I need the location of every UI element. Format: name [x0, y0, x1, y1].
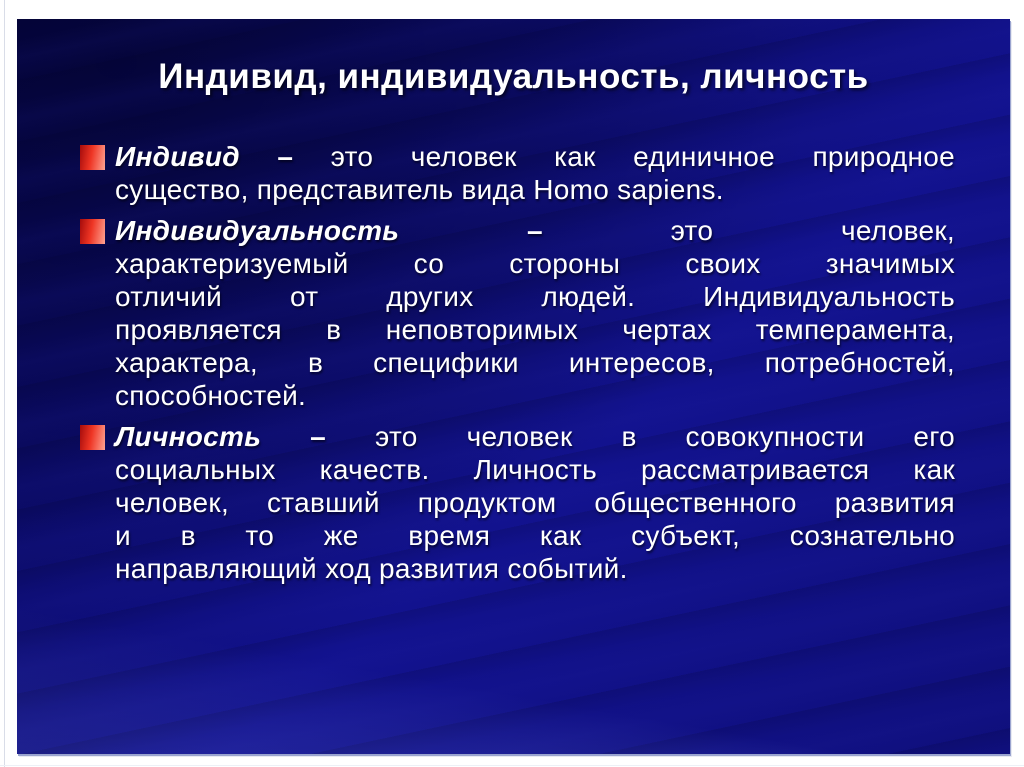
bullet-line — [115, 214, 955, 247]
bullet-line — [115, 420, 955, 453]
bullet-term: Индивидуальность — [115, 215, 400, 246]
page-bottom-line — [0, 765, 1024, 766]
bullet-item-individ — [80, 140, 1010, 206]
bullet-text — [115, 140, 955, 206]
bullet-line: способностей. — [115, 380, 307, 411]
bullet-line: отличий от других людей. Индивидуальность — [115, 281, 955, 312]
bullet-item-individualnost — [80, 214, 1010, 412]
bullet-square-icon — [80, 425, 105, 450]
bullet-line: и в то же время как субъект, сознательно — [115, 520, 955, 551]
bullet-dash: – — [310, 421, 327, 452]
bullet-line-text: это человек как единичное природное — [330, 141, 955, 172]
bullet-square-icon — [80, 145, 105, 170]
bullet-text — [115, 214, 955, 412]
bullet-dash: – — [277, 141, 294, 172]
slide-title: Индивид, индивидуальность, личность — [158, 57, 869, 96]
bullet-text — [115, 420, 955, 585]
bullet-line: характеризуемый со стороны своих значимых — [115, 248, 955, 279]
bullet-line: социальных качеств. Личность рассматривается как — [115, 454, 955, 485]
bullet-term: Личность — [115, 421, 262, 452]
page-edge-line — [4, 0, 5, 767]
bullet-line: направляющий ход развития событий. — [115, 553, 628, 584]
bullet-list — [17, 140, 1010, 585]
presentation-slide — [17, 19, 1010, 754]
bullet-line — [115, 140, 955, 173]
bullet-line: характера, в специфики интересов, потребностей, — [115, 347, 955, 378]
bullet-dash: – — [526, 215, 543, 246]
bullet-line-text: это человек, — [670, 215, 955, 246]
bullet-line: проявляется в неповторимых чертах темперамента, — [115, 314, 955, 345]
bullet-line-text: это человек в совокупности его — [374, 421, 955, 452]
bullet-square-icon — [80, 219, 105, 244]
bullet-line: существо, представитель вида Homo sapiens. — [115, 174, 724, 205]
bullet-line: человек, ставший продуктом общественного развития — [115, 487, 955, 518]
bullet-term: Индивид — [115, 141, 240, 172]
bullet-item-lichnost — [80, 420, 1010, 585]
